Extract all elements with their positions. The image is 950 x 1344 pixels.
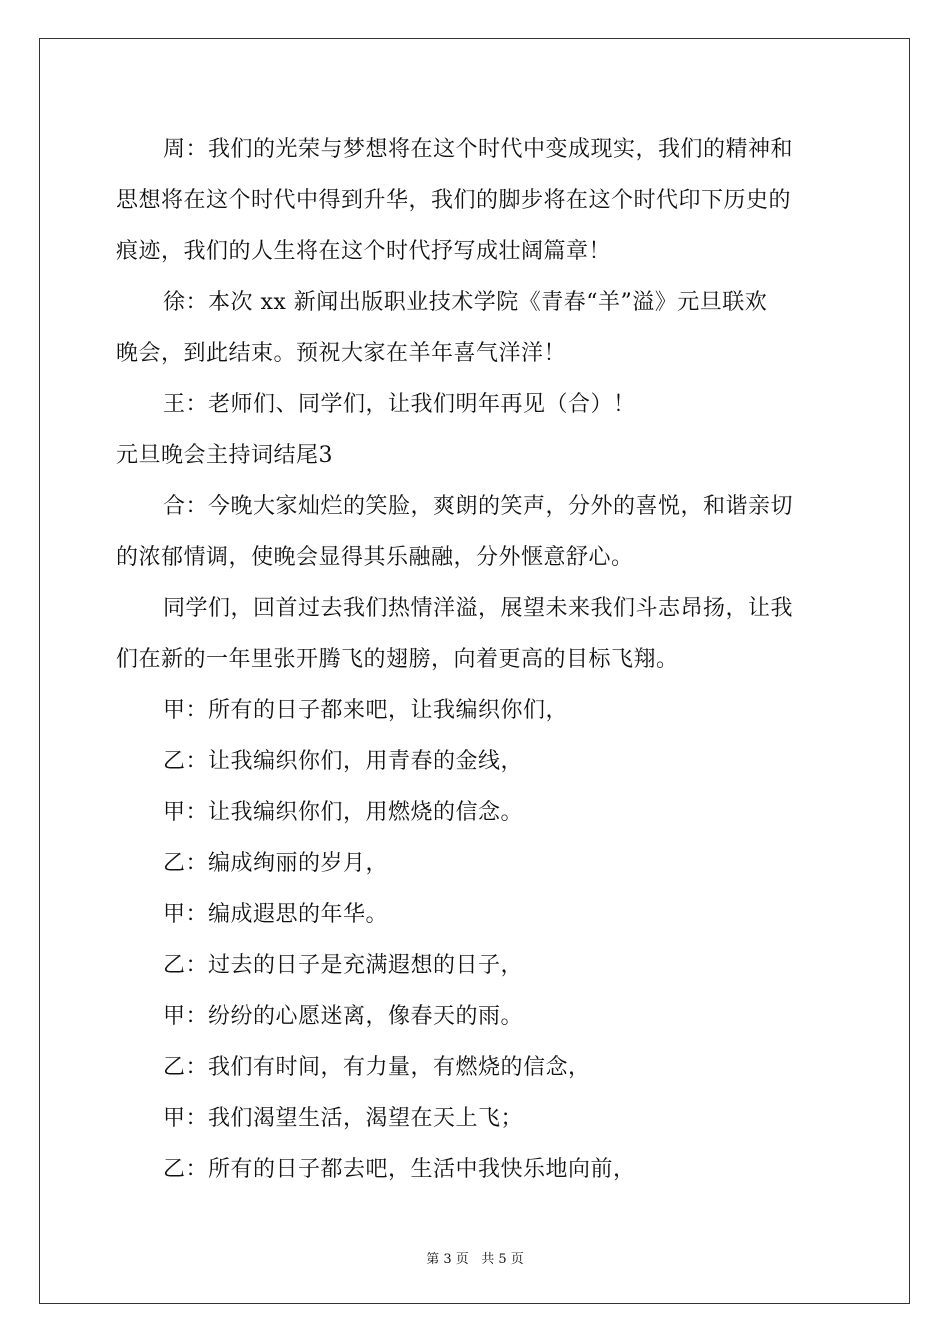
text-line: 甲：纷纷的心愿迷离，像春天的雨。 xyxy=(163,1004,524,1029)
page-footer xyxy=(0,1248,950,1267)
text-line: 甲：让我编织你们，用燃烧的信念。 xyxy=(163,800,524,825)
text-line: 周：我们的光荣与梦想将在这个时代中变成现实，我们的精神和 xyxy=(163,137,794,162)
text-line: 痕迹，我们的人生将在这个时代抒写成壮阔篇章！ xyxy=(116,239,612,264)
text-line: 王：老师们、同学们，让我们明年再见（合）！ xyxy=(163,392,636,417)
text-line: 晚会，到此结束。预祝大家在羊年喜气洋洋！ xyxy=(116,341,567,366)
text-line: 徐：本次 xx 新闻出版职业技术学院《青春“羊”溢》元旦联欢 xyxy=(163,290,768,315)
text-line: 同学们，回首过去我们热情洋溢，展望未来我们斗志昂扬，让我 xyxy=(163,596,794,621)
text-line: 乙：过去的日子是充满遐想的日子， xyxy=(163,953,524,978)
text-line: 甲：所有的日子都来吧，让我编织你们， xyxy=(163,698,569,723)
text-line: 元旦晚会主持词结尾3 xyxy=(116,443,333,468)
page-number: 第 3 页 xyxy=(426,1252,469,1267)
text-line: 们在新的一年里张开腾飞的翅膀，向着更高的目标飞翔。 xyxy=(116,647,679,672)
page-total: 共 5 页 xyxy=(481,1252,524,1267)
text-line: 乙：让我编织你们，用青春的金线， xyxy=(163,749,524,774)
text-line: 的浓郁情调，使晚会显得其乐融融，分外惬意舒心。 xyxy=(116,545,634,570)
document-body xyxy=(116,124,836,1195)
text-line: 乙：我们有时间，有力量，有燃烧的信念， xyxy=(163,1055,591,1080)
text-line: 甲：编成遐思的年华。 xyxy=(163,902,389,927)
text-line: 乙：编成绚丽的岁月， xyxy=(163,851,389,876)
text-line: 思想将在这个时代中得到升华，我们的脚步将在这个时代印下历史的 xyxy=(116,188,792,213)
text-line: 乙：所有的日子都去吧，生活中我快乐地向前， xyxy=(163,1157,636,1182)
text-line: 合：今晚大家灿烂的笑脸，爽朗的笑声，分外的喜悦，和谐亲切 xyxy=(163,494,794,519)
text-line: 甲：我们渴望生活，渴望在天上飞； xyxy=(163,1106,524,1131)
